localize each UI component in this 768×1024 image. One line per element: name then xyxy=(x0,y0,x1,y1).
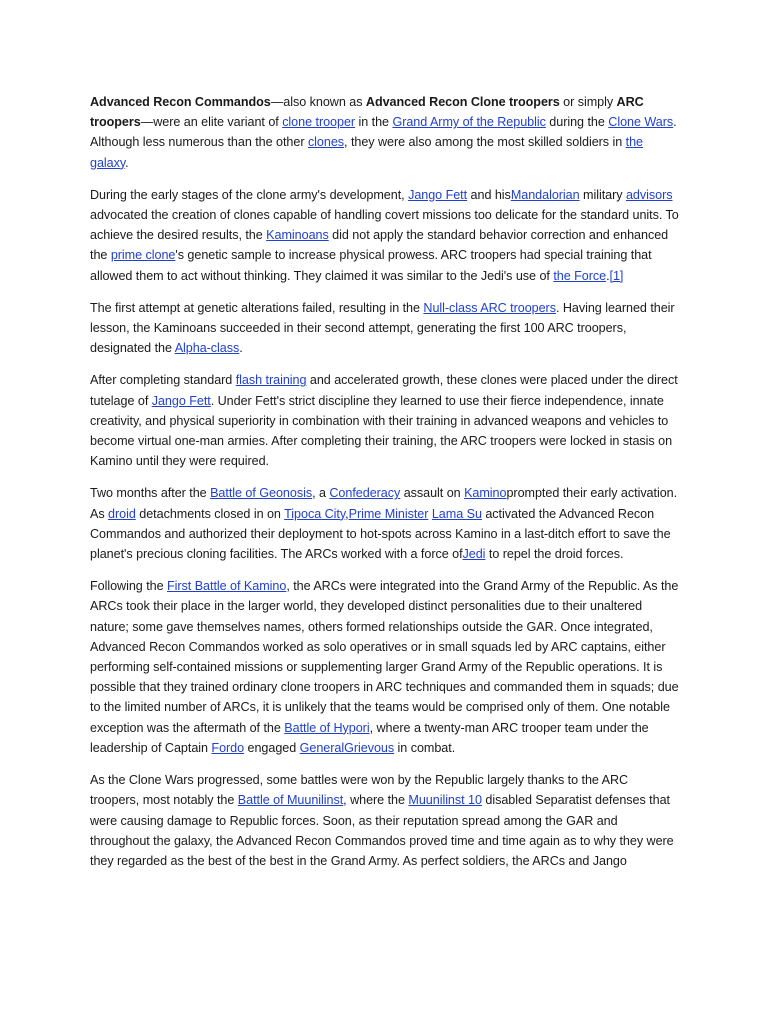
text-run: in combat. xyxy=(394,740,456,755)
link-lama-su[interactable]: Lama Su xyxy=(431,506,482,521)
link-tipoca-city[interactable]: Tipoca City xyxy=(284,506,346,521)
link-muunilinst-10[interactable]: Muunilinst 10 xyxy=(408,793,482,808)
link-jango-fett[interactable]: Jango Fett xyxy=(408,187,468,202)
link-jedi[interactable]: Jedi xyxy=(462,547,486,562)
text-run: 's genetic sample to increase physical prowess. ARC troopers had special training that allowed them to act without thinking. They claimed it was similar to the Jedi's use of xyxy=(90,248,652,283)
text-run: —also known as xyxy=(270,95,366,109)
bold-term: Advanced Recon Commandos xyxy=(90,95,271,109)
link-kaminoans[interactable]: Kaminoans xyxy=(266,228,329,243)
bold-term: Advanced Recon Clone troopers xyxy=(365,95,560,109)
text-run: engaged xyxy=(244,740,300,755)
text-run: in the xyxy=(355,115,393,130)
text-run: . Under Fett's strict discipline they learned to use their fierce independence, innate creativity, and physical superiority in combination with their training in advanced weapons and vehicles to become virtual one-man armies. After completing their training, the ARC troopers were locked in stasis on Kamino until they were required. xyxy=(90,393,673,469)
link-flash-training[interactable]: flash training xyxy=(235,373,307,388)
text-run: , xyxy=(345,506,349,521)
text-run: Two months after the xyxy=(90,486,211,501)
link-confederacy[interactable]: Confederacy xyxy=(329,486,401,501)
text-run: did not apply the standard behavior correction and enhanced the xyxy=(90,228,669,263)
text-run: prompted their early activation. As xyxy=(90,486,678,521)
link-clone-wars[interactable]: Clone Wars xyxy=(608,115,674,130)
link-clones[interactable]: clones xyxy=(307,135,345,150)
paragraph-1 xyxy=(90,92,680,173)
link-grand-army-of-the-republic[interactable]: Grand Army of the Republic xyxy=(392,115,546,130)
link-battle-of-geonosis[interactable]: Battle of Geonosis xyxy=(210,486,313,501)
link-null-class-arc-troopers[interactable]: Null-class ARC troopers xyxy=(423,300,556,315)
text-run: advocated the creation of clones capable of handling covert missions too delicate for the standard units. To achieve the desired results, the xyxy=(90,208,679,243)
text-run: disabled Separatist defenses that were causing damage to Republic forces. Soon, as their reputation spread among the GAR and throughout the galaxy, the Advanced Recon Commandos proved time and time again as to why they were they regarded as the best of the best in the Grand Army. As perfect soldiers, the ARCs and Jango xyxy=(90,793,674,868)
text-run: The first attempt at genetic alterations failed, resulting in the xyxy=(90,300,424,315)
link-generalgrievous[interactable]: GeneralGrievous xyxy=(299,740,395,755)
text-run: Following the xyxy=(90,579,168,594)
text-run: or simply xyxy=(559,95,617,109)
text-run: During the early stages of the clone army's development, xyxy=(90,187,409,202)
link-kamino[interactable]: Kamino xyxy=(464,486,507,501)
link-the-force[interactable]: the Force xyxy=(553,268,607,283)
text-run: detachments closed in on xyxy=(135,506,285,521)
text-run: . xyxy=(125,155,129,170)
paragraph-6 xyxy=(90,576,680,758)
text-run: As the Clone Wars progressed, some battles were won by the Republic largely thanks to the ARC troopers, most notably the xyxy=(90,773,629,808)
text-run: , they were also among the most skilled soldiers in xyxy=(344,135,626,150)
text-run: and his xyxy=(467,187,511,202)
text-run: . xyxy=(606,268,610,283)
paragraph-3 xyxy=(90,298,680,359)
text-run: activated the Advanced Recon Commandos and authorized their deployment to hot-spots across Kamino in a last-ditch effort to save the planet's precious cloning facilities. The ARCs worked with a force of xyxy=(90,506,671,562)
text-run: . xyxy=(239,341,243,356)
link-mandalorian[interactable]: Mandalorian xyxy=(510,187,580,202)
paragraph-5 xyxy=(90,483,680,564)
paragraph-2 xyxy=(90,185,680,286)
link-battle-of-hypori[interactable]: Battle of Hypori xyxy=(284,720,370,735)
link-the-galaxy[interactable]: the galaxy xyxy=(90,135,643,170)
link-droid[interactable]: droid xyxy=(108,506,136,521)
text-run: military xyxy=(579,187,626,202)
link-fordo[interactable]: Fordo xyxy=(211,740,245,755)
link-prime-minister[interactable]: Prime Minister xyxy=(348,506,429,521)
text-run: . Although less numerous than the other xyxy=(90,115,677,150)
text-run: and accelerated growth, these clones were placed under the direct tutelage of xyxy=(90,373,678,408)
text-run: After completing standard xyxy=(90,373,236,388)
link-battle-of-muunilinst[interactable]: Battle of Muunilinst xyxy=(237,793,344,808)
link-alpha-class[interactable]: Alpha-class xyxy=(174,341,240,356)
text-run: , a xyxy=(312,486,330,501)
link-prime-clone[interactable]: prime clone xyxy=(110,248,176,263)
link-jango-fett[interactable]: Jango Fett xyxy=(151,393,211,408)
link-1[interactable]: [1] xyxy=(609,268,624,283)
text-run: , where the xyxy=(343,793,409,808)
paragraph-7 xyxy=(90,770,680,871)
text-run: assault on xyxy=(400,486,465,501)
text-run: , where a twenty-man ARC trooper team under the leadership of Captain xyxy=(90,720,649,755)
text-run: to repel the droid forces. xyxy=(485,547,624,562)
link-advisors[interactable]: advisors xyxy=(625,187,673,202)
paragraph-4 xyxy=(90,370,680,471)
text-run: during the xyxy=(545,115,609,130)
text-run: —were an elite variant of xyxy=(140,115,283,130)
text-run: , the ARCs were integrated into the Grand Army of the Republic. As the ARCs took their place in the larger world, they developed distinct personalities due to their unaltered nature; some gave themselves names, others formed relationships outside the GAR. Once integrated, Advanced Recon Commandos worked as solo operatives or in small squads led by ARC captains, either performing self-contained missions or supplementing larger Grand Army of the Republic operations. It is possible that they trained ordinary clone troopers in ARC techniques and commanded them in squads; due to the limited number of ARCs, it is unlikely that the teams would be comprised only of them. One notable exception was the aftermath of the xyxy=(90,579,679,735)
article-body xyxy=(90,92,680,871)
bold-term: ARC troopers xyxy=(90,95,644,130)
link-first-battle-of-kamino[interactable]: First Battle of Kamino xyxy=(167,579,287,594)
text-run: . Having learned their lesson, the Kaminoans succeeded in their second attempt, generating the first 100 ARC troopers, designated the xyxy=(90,300,675,356)
link-clone-trooper[interactable]: clone trooper xyxy=(282,115,356,130)
